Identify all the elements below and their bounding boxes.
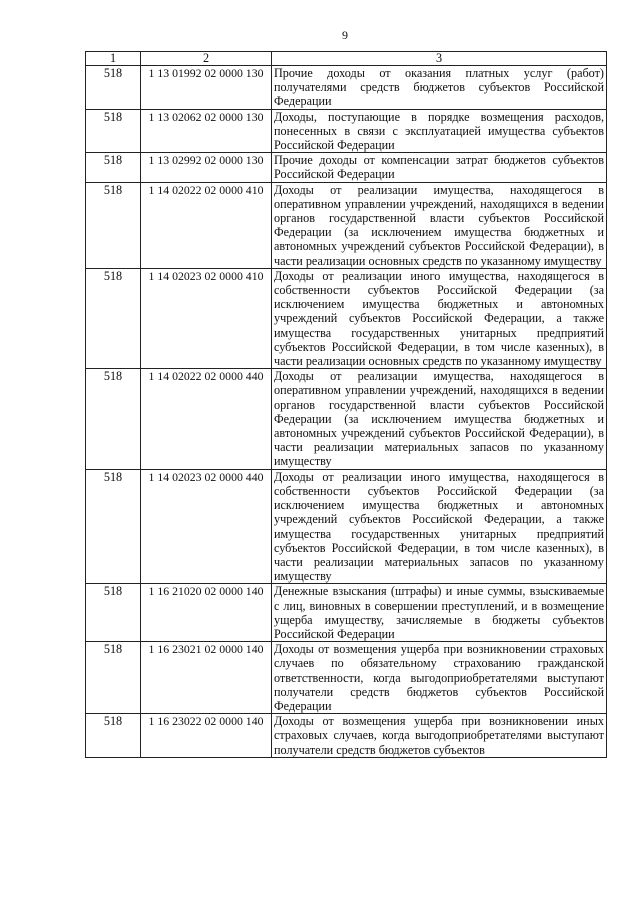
revenue-code-cell: 1 14 02023 02 0000 410 [141,268,272,368]
revenue-name-cell: Прочие доходы от компенсации затрат бюджетов субъектов Российской Федерации [272,153,607,182]
revenue-name-cell: Прочие доходы от оказания платных услуг (работ) получателями средств бюджетов субъектов Российской Федерации [272,66,607,110]
revenue-name-cell: Доходы от реализации иного имущества, находящегося в собственности субъектов Российской Федерации (за исключением имущества бюджетных и автономных учреждений субъектов Российской Федерации, а также имущества государственных унитарных предприятий субъектов Российской Федерации, в том числе казенных), в части реализации материальных запасов по указанному имуществу [272,469,607,584]
table-row [86,642,607,714]
page-number: 9 [342,28,348,42]
revenue-code-cell: 1 16 21020 02 0000 140 [141,584,272,642]
revenue-code-cell: 1 13 02992 02 0000 130 [141,153,272,182]
revenue-name-cell: Доходы от реализации имущества, находящегося в оперативном управлении учреждений, находящихся в ведении органов государственной власти субъектов Российской Федерации (за исключением имущества бюджетных и автономных учреждений субъектов Российской Федерации), в части реализации материальных запасов по указанному имуществу [272,369,607,469]
admin-code-cell: 518 [86,153,141,182]
admin-code-cell: 518 [86,584,141,642]
revenue-name-cell: Доходы от реализации имущества, находящегося в оперативном управлении учреждений, находящихся в ведении органов государственной власти субъектов Российской Федерации (за исключением имущества бюджетных и автономных учреждений субъектов Российской Федерации), в части реализации основных средств по указанному имуществу [272,182,607,268]
table-row [86,469,607,584]
revenue-code-cell: 1 14 02022 02 0000 440 [141,369,272,469]
column-header-3: 3 [272,52,607,66]
admin-code-cell: 518 [86,369,141,469]
revenue-code-cell: 1 13 01992 02 0000 130 [141,66,272,110]
admin-code-cell: 518 [86,469,141,584]
revenue-code-cell: 1 14 02022 02 0000 410 [141,182,272,268]
table-row [86,714,607,758]
revenue-name-cell: Доходы от реализации иного имущества, находящегося в собственности субъектов Российской Федерации (за исключением имущества бюджетных и автономных учреждений субъектов Российской Федерации, а также имущества государственных унитарных предприятий субъектов Российской Федерации, в том числе казенных), в части реализации основных средств по указанному имуществу [272,268,607,368]
table-row [86,109,607,153]
revenue-code-cell: 1 16 23022 02 0000 140 [141,714,272,758]
admin-code-cell: 518 [86,66,141,110]
table-row [86,153,607,182]
revenue-name-cell: Денежные взыскания (штрафы) и иные суммы, взыскиваемые с лиц, виновных в совершении преступлений, и в возмещение ущерба имуществу, зачисляемые в бюджеты субъектов Российской Федерации [272,584,607,642]
revenue-name-cell: Доходы, поступающие в порядке возмещения расходов, понесенных в связи с эксплуатацией имущества субъектов Российской Федерации [272,109,607,153]
column-header-1: 1 [86,52,141,66]
revenue-name-cell: Доходы от возмещения ущерба при возникновении страховых случаев по обязательному страхованию гражданской ответственности, когда выгодоприобретателями выступают получатели средств бюджетов субъектов Российской Федерации [272,642,607,714]
revenue-name-cell: Доходы от возмещения ущерба при возникновении иных страховых случаев, когда выгодоприобретателями выступают получатели средств бюджетов субъектов [272,714,607,758]
column-header-2: 2 [141,52,272,66]
revenue-code-table [85,51,607,758]
admin-code-cell: 518 [86,109,141,153]
table-row [86,369,607,469]
table-row [86,66,607,110]
admin-code-cell: 518 [86,714,141,758]
table-row [86,584,607,642]
admin-code-cell: 518 [86,268,141,368]
table-row [86,268,607,368]
table-row [86,182,607,268]
admin-code-cell: 518 [86,642,141,714]
revenue-code-cell: 1 16 23021 02 0000 140 [141,642,272,714]
table-header-row [86,52,607,66]
admin-code-cell: 518 [86,182,141,268]
revenue-code-cell: 1 14 02023 02 0000 440 [141,469,272,584]
revenue-code-cell: 1 13 02062 02 0000 130 [141,109,272,153]
